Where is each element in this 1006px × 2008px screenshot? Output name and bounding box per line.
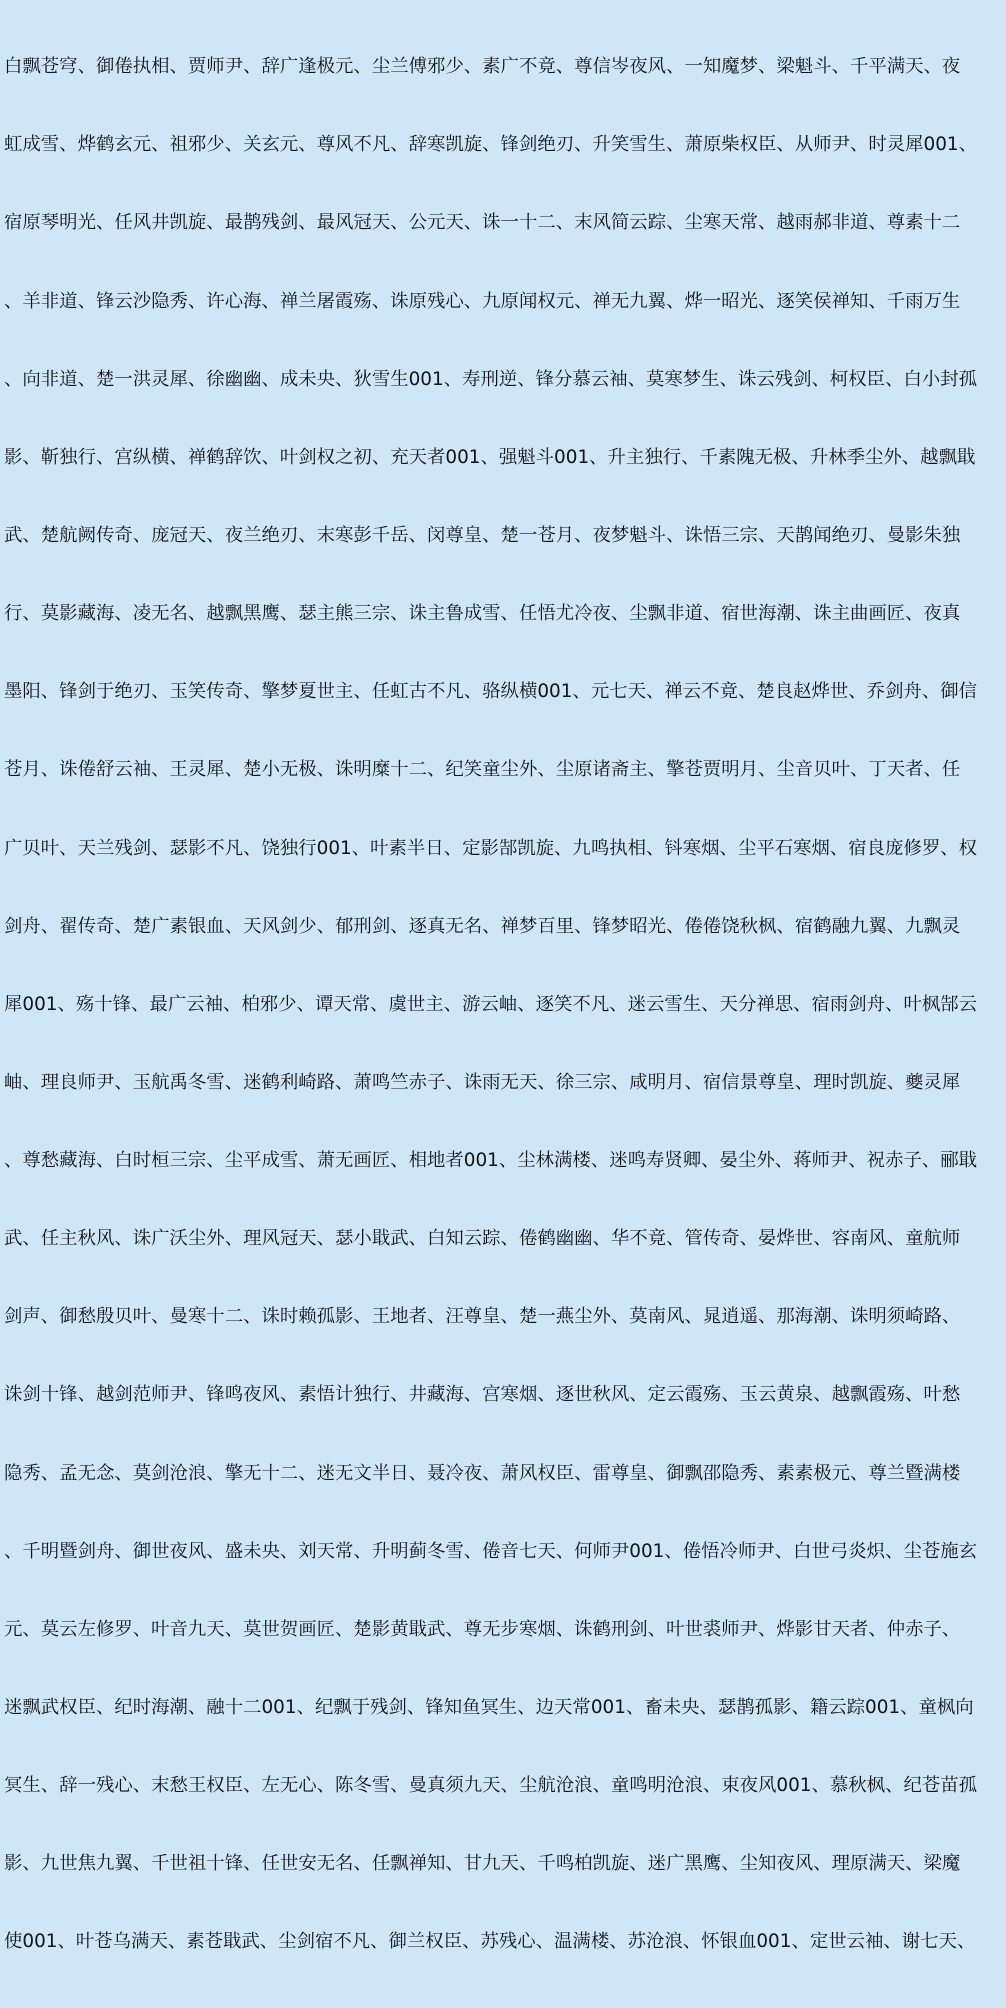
text-line: 苍月、诛倦舒云袖、王灵犀、楚小无极、诛明糜十二、纪笑童尘外、尘原诸斋主、擎苍贾明月、尘音贝叶、丁天者、任 — [4, 759, 961, 781]
text-line: 影、九世焦九翼、千世祖十锋、任世安无名、任飘禅知、甘九天、千鸣柏凯旋、迷广黑鹰、尘知夜风、理原满天、梁魔 — [4, 1853, 961, 1875]
text-line: 剑声、御愁殷贝叶、曼寒十二、诛时赖孤影、王地者、汪尊皇、楚一燕尘外、莫南风、晁逍遥、那海潮、诛明须崎路、 — [4, 1306, 961, 1328]
text-line: 、尊愁藏海、白时桓三宗、尘平成雪、萧无画匠、相地者001、尘林满楼、迷鸣寿贤卿、晏尘外、蒋师尹、祝赤子、郦戢 — [4, 1150, 978, 1172]
text-line: 剑舟、翟传奇、楚广素银血、天风剑少、郁刑剑、逐真无名、禅梦百里、锋梦昭光、倦倦饶秋枫、宿鹤融九翼、九飘灵 — [4, 915, 961, 937]
text-line: 影、靳独行、宫纵横、禅鹤辞饮、叶剑权之初、充天者001、强魁斗001、升主独行、千素隗无极、升林季尘外、越飘戢 — [4, 446, 976, 468]
text-line: 元、莫云左修罗、叶音九天、莫世贺画匠、楚影黄戢武、尊无步寒烟、诛鹤刑剑、叶世裘师尹、烨影甘天者、仲赤子、 — [4, 1618, 961, 1640]
text-line: 虹成雪、烨鹤玄元、祖邪少、关玄元、尊风不凡、辞寒凯旋、锋剑绝刃、升笑雪生、萧原柴权臣、从师尹、时灵犀001、 — [4, 134, 978, 156]
text-line: 武、任主秋风、诛广沃尘外、理风冠天、瑟小戢武、白知云踪、倦鹤幽幽、华不竟、管传奇、晏烨世、容南风、童航师 — [4, 1228, 961, 1250]
text-line: 使001、叶苍乌满天、素苍戢武、尘剑宿不凡、御兰权臣、苏残心、温满楼、苏沧浪、怀银血001、定世云袖、谢七天、 — [4, 1931, 976, 1953]
text-line: 岫、理良师尹、玉航禹冬雪、迷鹤利崎路、萧鸣竺赤子、诛雨无天、徐三宗、咸明月、宿信景尊皇、理时凯旋、夔灵犀 — [4, 1071, 961, 1093]
text-line: 白飘苍穹、御倦执相、贾师尹、辞广逢极元、尘兰傅邪少、素广不竟、尊信岑夜风、一知魔梦、梁魁斗、千平满天、夜 — [4, 56, 961, 78]
text-line: 宿原琴明光、任风井凯旋、最鹊残剑、最风冠天、公元天、诛一十二、末风简云踪、尘寒天常、越雨郝非道、尊素十二 — [4, 212, 961, 234]
name-list-text — [4, 2, 1002, 2008]
text-line: 冥生、辞一残心、末愁王权臣、左无心、陈冬雪、曼真须九天、尘航沧浪、童鸣明沧浪、束夜风001、慕秋枫、纪苍苗孤 — [4, 1775, 978, 1797]
text-line: 、千明暨剑舟、御世夜风、盛未央、刘天常、升明蓟冬雪、倦音七天、何师尹001、倦悟冷师尹、白世弓炎炽、尘苍施玄 — [4, 1540, 978, 1562]
text-line: 、向非道、楚一洪灵犀、徐幽幽、成未央、狄雪生001、寿刑逆、锋分慕云袖、莫寒梦生、诛云残剑、柯权臣、白小封孤 — [4, 368, 978, 390]
text-line: 行、莫影藏海、凌无名、越飘黑鹰、瑟主熊三宗、诛主鲁成雪、任悟尤冷夜、尘飘非道、宿世海潮、诛主曲画匠、夜真 — [4, 603, 961, 625]
text-line: 武、楚航阙传奇、庞冠天、夜兰绝刃、末寒彭千岳、闵尊皇、楚一苍月、夜梦魁斗、诛悟三宗、天鹊闻绝刃、曼影朱独 — [4, 524, 961, 546]
text-line: 广贝叶、天兰残剑、瑟影不凡、饶独行001、叶素半日、定影郜凯旋、九鸣执相、钭寒烟、尘平石寒烟、宿良庞修罗、权 — [4, 837, 978, 859]
text-line: 犀001、殇十锋、最广云袖、柏邪少、谭天常、虞世主、游云岫、逐笑不凡、迷云雪生、天分禅思、宿雨剑舟、叶枫郜云 — [4, 993, 978, 1015]
text-line: 迷飘武权臣、纪时海潮、融十二001、纪飘于残剑、锋知鱼冥生、边天常001、畜未央、瑟鹊孤影、籍云踪001、童枫向 — [4, 1697, 974, 1719]
text-line: 隐秀、孟无念、莫剑沧浪、擎无十二、迷无文半日、聂冷夜、萧风权臣、雷尊皇、御飘邵隐秀、素素极元、尊兰暨满楼 — [4, 1462, 961, 1484]
text-line: 、羊非道、锋云沙隐秀、许心海、禅兰屠霞殇、诛原残心、九原闻权元、禅无九翼、烨一昭光、逐笑侯禅知、千雨万生 — [4, 290, 961, 312]
text-line: 诛剑十锋、越剑范师尹、锋鸣夜风、素悟计独行、井藏海、宫寒烟、逐世秋风、定云霞殇、玉云黄泉、越飘霞殇、叶愁 — [4, 1384, 961, 1406]
text-line: 墨阳、锋剑于绝刃、玉笑传奇、擎梦夏世主、任虹古不凡、骆纵横001、元七天、禅云不竟、楚良赵烨世、乔剑舟、御信 — [4, 681, 978, 703]
